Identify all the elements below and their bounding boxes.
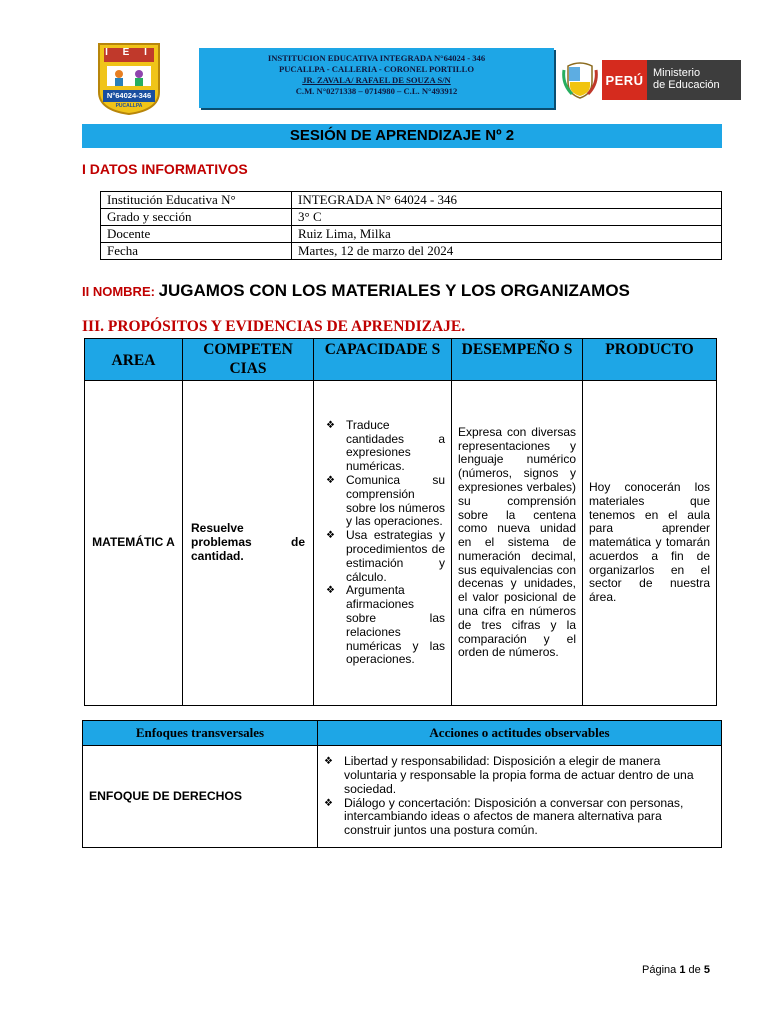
- enfoque-name: ENFOQUE DE DERECHOS: [83, 746, 318, 848]
- list-item: [326, 419, 445, 474]
- header-competencias: COMPETEN CIAS: [183, 339, 314, 381]
- institution-line-2: PUCALLPA - CALLERIA - CORONEL PORTILLO: [278, 64, 475, 74]
- section-3-heading: III. PROPÓSITOS Y EVIDENCIAS DE APRENDIZAJE.: [82, 318, 466, 335]
- section-1-heading: I DATOS INFORMATIVOS: [82, 161, 248, 177]
- capacidad-text: Traduce cantidades a expresiones numéricas.: [346, 417, 445, 474]
- table-row: [83, 746, 722, 848]
- logo-number: N°64024-346: [106, 91, 152, 100]
- diamond-bullet-icon: ❖: [324, 756, 333, 768]
- total-pages: 5: [703, 964, 710, 976]
- info-label: Fecha: [101, 243, 292, 260]
- capacidad-text: Argumenta afirmaciones sobre las relaciones numéricas y las operaciones.: [346, 583, 445, 667]
- purposes-table: [84, 338, 717, 706]
- ministry-line-1: Ministerio: [653, 67, 701, 79]
- page-title: SESIÓN DE APRENDIZAJE Nº 2: [82, 124, 722, 148]
- capacidades-cell: [314, 381, 452, 706]
- ministry-name: [647, 60, 741, 100]
- info-value: Martes, 12 de marzo del 2024: [292, 243, 722, 260]
- table-row: [101, 226, 722, 243]
- producto-cell: Hoy conocerán los materiales que tenemos en el aula para aprender matemática y tomarán acuerdos a fin de organizarlos en el sector de nuestra área.: [583, 381, 717, 706]
- diamond-bullet-icon: ❖: [326, 585, 335, 597]
- accion-text: Diálogo y concertación: Disposición a conversar con personas, intercambiando ideas o afectos de manera alternativa para construir juntos una postura común.: [344, 795, 684, 838]
- list-item: [326, 584, 445, 667]
- header-desempenos: DESEMPEÑO S: [452, 339, 583, 381]
- diamond-bullet-icon: ❖: [324, 797, 333, 809]
- section-2-label: II NOMBRE:: [82, 284, 155, 299]
- info-label: Institución Educativa N°: [101, 192, 292, 209]
- session-name: JUGAMOS CON LOS MATERIALES Y LOS ORGANIZAMOS: [158, 281, 630, 300]
- school-logo: [95, 40, 163, 116]
- list-item: [326, 529, 445, 584]
- institution-line-1: INSTITUCION EDUCATIVA INTEGRADA N°64024 - 346: [267, 53, 486, 63]
- header-area: AREA: [85, 339, 183, 381]
- table-header-row: [83, 721, 722, 746]
- header-producto: PRODUCTO: [583, 339, 717, 381]
- table-row: [101, 209, 722, 226]
- diamond-bullet-icon: ❖: [326, 419, 335, 431]
- area-cell: MATEMÁTIC A: [85, 381, 183, 706]
- capacidad-text: Comunica su comprensión sobre los números y las operaciones.: [346, 473, 445, 529]
- info-value: INTEGRADA N° 64024 - 346: [292, 192, 722, 209]
- desempeno-cell: Expresa con diversas representaciones y lenguaje numérico (números, signos y expresiones verbales) su comprensión sobre la centena como nueva unidad en el sistema de numeración decimal, sus equivalencias con decenas y unidades, el valor posicional de una cifra en números de tres cifras y la comparación y el orden de números.: [452, 381, 583, 706]
- institution-line-4: C.M. N°0271338 – 0714980 – C.L. N°493912: [295, 86, 458, 96]
- info-table: [100, 191, 722, 260]
- diamond-bullet-icon: ❖: [326, 475, 335, 487]
- info-value: Ruiz Lima, Milka: [292, 226, 722, 243]
- current-page: 1: [679, 964, 686, 976]
- table-row: [101, 243, 722, 260]
- header-enfoques: Enfoques transversales: [83, 721, 318, 746]
- page-word: Página: [642, 964, 677, 976]
- page-number: [642, 964, 710, 976]
- info-label: Grado y sección: [101, 209, 292, 226]
- competencia-cell: Resuelve problemas de cantidad.: [183, 381, 314, 706]
- list-item: [324, 755, 703, 796]
- acciones-cell: [318, 746, 722, 848]
- info-value: 3° C: [292, 209, 722, 226]
- enfoques-table: [82, 720, 722, 848]
- logo-letters: I E I: [105, 47, 153, 58]
- institution-header: [199, 48, 554, 108]
- ministry-logo: [602, 60, 741, 100]
- table-row: [101, 192, 722, 209]
- info-label: Docente: [101, 226, 292, 243]
- header-capacidades: CAPACIDADE S: [314, 339, 452, 381]
- list-item: [326, 474, 445, 529]
- list-item: [324, 797, 703, 838]
- section-2-heading: [82, 281, 630, 301]
- accion-text: Libertad y responsabilidad: Disposición a elegir de manera voluntaria y responsable la propia forma de actuar dentro de una sociedad.: [344, 754, 694, 796]
- ministry-line-2: de Educación: [653, 79, 720, 91]
- of-word: de: [688, 964, 701, 976]
- national-shield-icon: [562, 60, 598, 100]
- logo-city: PUCALLPA: [115, 103, 143, 109]
- table-row: [85, 381, 717, 706]
- institution-line-3: JR. ZAVALA/ RAFAEL DE SOUZA S/N: [302, 75, 451, 85]
- diamond-bullet-icon: ❖: [326, 530, 335, 542]
- header-acciones: Acciones o actitudes observables: [318, 721, 722, 746]
- capacidad-text: Usa estrategias y procedimientos de estimación y cálculo.: [346, 528, 445, 584]
- peru-label: PERÚ: [602, 60, 647, 100]
- table-header-row: [85, 339, 717, 381]
